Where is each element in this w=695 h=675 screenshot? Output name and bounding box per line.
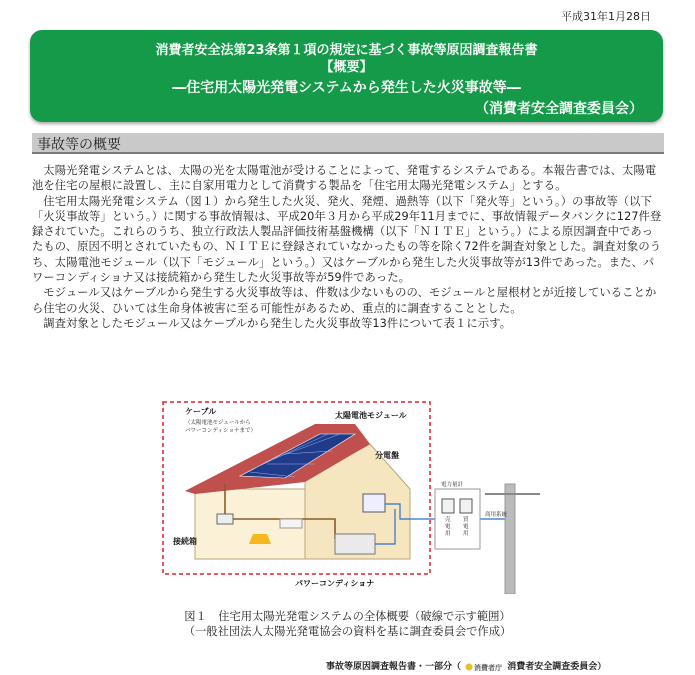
grid-label: 商用系統: [485, 512, 508, 518]
panelboard-icon: [363, 494, 385, 512]
figure-caption: [0, 609, 695, 639]
banner-committee: （消費者安全調査委員会）: [475, 101, 643, 117]
paragraph: 太陽光発電システムとは、太陽の光を太陽電池が受けることによって、発電するシステムである。本報告書では、太陽電池を住宅の屋根に設置し、主に自家用電力として消費する製品を「住宅用太陽光発電システム」とする。: [32, 164, 657, 193]
svg-text:電: 電: [463, 524, 469, 530]
meter-label: 電力量計: [441, 482, 464, 488]
footer-left-text: 事故等原因調査報告書・一部分（: [326, 662, 462, 672]
figure-source-line: （一般社団法人太陽光発電協会の資料を基に調査委員会で作成）: [183, 625, 512, 638]
section-heading: [32, 133, 664, 154]
junction-box-icon: [217, 514, 233, 524]
svg-text:売: 売: [445, 517, 451, 523]
meter-sell-icon: [442, 499, 454, 513]
cable-label: ケーブル: [185, 407, 217, 416]
panelboard-label: 分電盤: [375, 451, 399, 460]
meter-sell-label: [445, 515, 451, 537]
figure-caption-line: 図１ 住宅用太陽光発電システムの全体概要（破線で示す範囲）: [184, 610, 511, 623]
page-footer: [326, 659, 606, 672]
banner-summary-label: 【概要】: [320, 60, 373, 75]
junction-box-label: 接続箱: [173, 537, 197, 546]
section-title: 事故等の概要: [37, 137, 121, 153]
cable-note: （太陽電池モジュールから: [185, 420, 251, 426]
meter-buy-label: [463, 515, 469, 537]
banner-subtitle: ―住宅用太陽光発電システムから発生した火災事故等―: [172, 80, 521, 96]
consumer-agency-logo-icon: [464, 662, 504, 672]
solar-system-diagram: [155, 394, 545, 594]
air-conditioner-icon: [280, 519, 302, 528]
summary-body: [32, 163, 664, 331]
meter-box: [435, 489, 480, 549]
meter-buy-icon: [460, 499, 472, 513]
paragraph: モジュール又はケーブルから発生する火災事故等は、件数は少ないものの、モジュールと屋根材とが近接していることから住宅の火災、ひいては生命身体被害に至る可能性があるため、重点的に調査することとした。: [32, 286, 657, 315]
banner-title-line: 消費者安全法第23条第１項の規定に基づく事故等原因調査報告書: [155, 43, 538, 58]
svg-text:電: 電: [445, 524, 451, 530]
paragraph: 住宅用太陽光発電システム（図１）から発生した火災、発火、発煙、過熱等（以下「発火等」という。）の事故等（以下「火災事故等」という。）に関する事故情報は、平成20年３月から平成29年11月までに、事故情報データバンクに127件登録されていた。これらのうち、独立行政法人製品評価技術基盤機構（以下「ＮＩＴＥ」という。）による原因調査中であったもの、原因不明とされていたもの、ＮＩＴＥに登録されていなかったもの等を除く72件を調査対象とした。調査対象のうち、太陽電池モジュール（以下「モジュール」という。）又はケーブルから発生した火災事故等が13件であった。また、パワーコンディショナ又は接続箱から発生した火災事故等が59件であった。: [32, 194, 662, 285]
cable-note: パワーコンディショナまで）: [185, 428, 256, 434]
report-date: 平成31年1月28日: [561, 10, 651, 23]
footer-right-text: 消費者安全調査委員会）: [507, 662, 607, 672]
svg-text:消費者庁: 消費者庁: [474, 663, 503, 672]
module-label: 太陽電池モジュール: [335, 411, 407, 420]
svg-text:用: 用: [445, 531, 451, 537]
power-conditioner-label: パワーコンディショナ: [295, 579, 375, 588]
title-banner: [30, 30, 663, 122]
svg-text:用: 用: [463, 531, 469, 537]
utility-pole: [505, 484, 515, 594]
power-conditioner-icon: [335, 534, 375, 554]
paragraph: 調査対象としたモジュール又はケーブルから発生した火災事故等13件について表１に示す。: [43, 316, 512, 330]
svg-text:買: 買: [463, 517, 469, 523]
